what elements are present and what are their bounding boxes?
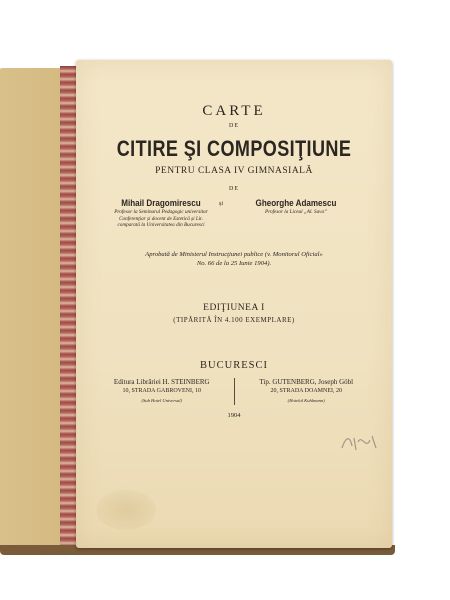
publisher-right-address: 20, STRADA DOAMNEI, 20 [270,388,342,394]
author-1-role-1: Profesor la Seminarul Pedagogic universitar [114,209,208,215]
author-2-name: Gheorghe Adamescu [255,198,337,209]
publisher-left [90,378,235,405]
publication-year: 1904 [227,412,241,419]
approval-line-2: No. 66 de la 25 Iunie 1904). [196,260,272,267]
approval-note [76,250,392,268]
author-1-role-2: Conferenţiar și docent de Estetică și Lit. [119,215,203,222]
publisher-left-address: 10, STRADA GABROVENI, 10 [122,388,201,394]
publisher-right-note: (Hotelul Kuhlmann) [287,398,325,403]
word-carte: CARTE [202,103,266,119]
pencil-mark-icon [338,430,380,454]
author-1-name: Mihail Dragomirescu [121,198,201,209]
author-block-1 [106,198,216,229]
word-de-authors: DE [229,186,239,192]
title-page [76,60,392,548]
author-2-role-1: Profesor la Liceul „Al. Sava” [265,209,327,215]
city: BUCURESCI [200,360,268,371]
book-subtitle: PENTRU CLASA IV GIMNASIALĂ [155,166,313,176]
paper-stain [96,490,156,530]
publisher-left-note: (Sub Hotel Universal) [141,398,183,403]
print-run: (TIPĂRITĂ ÎN 4.100 EXEMPLARE) [173,316,295,324]
publishers-block [90,378,378,405]
conjunction: și [219,201,224,207]
book-title: CITIRE ŞI COMPOSIŢIUNE [116,136,352,161]
publisher-left-name: Editura Librăriei H. STEINBERG [113,378,210,386]
publisher-right [235,378,379,405]
word-de: DE [229,123,239,129]
edition: EDIŢIUNEA I [203,303,265,313]
approval-line-1: Aprobată de Ministerul Instrucţiunei publice (v. Monitorul Oficial» [145,251,323,258]
publisher-right-name: Tip. GUTENBERG, Joseph Göbl [259,378,354,386]
author-block-2 [241,198,351,216]
author-1-role-3: comparată la Universitatea din Bucuresci [117,222,205,228]
